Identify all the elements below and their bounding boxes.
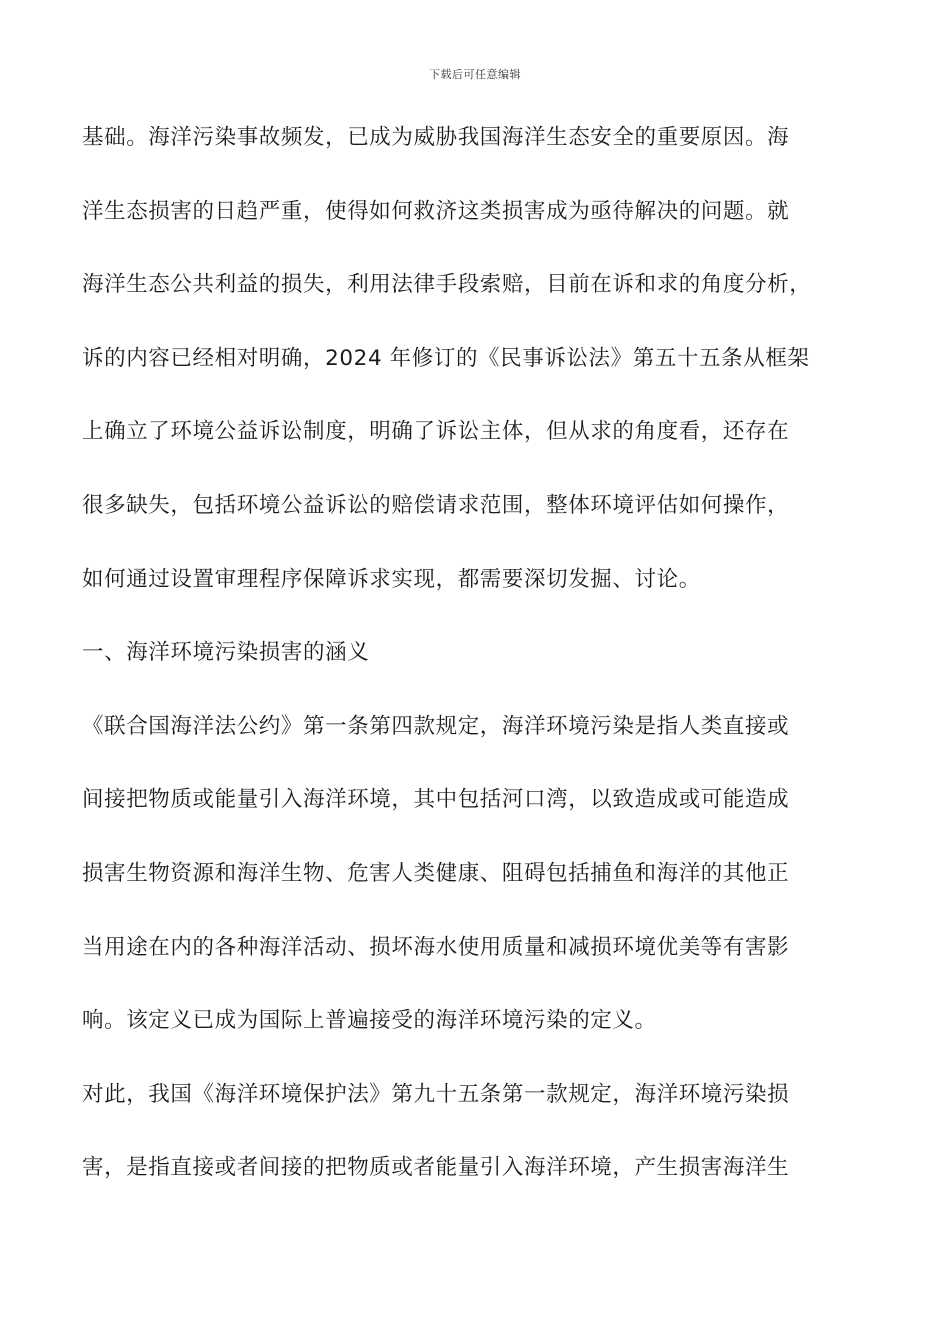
body-text: [82, 118, 882, 1222]
header-note: 下载后可任意编辑: [429, 68, 521, 81]
text-line: 害，是指直接或者间接的把物质或者能量引入海洋环境，产生损害海洋生: [82, 1155, 790, 1181]
text-line: 响。该定义已成为国际上普遍接受的海洋环境污染的定义。: [82, 1008, 657, 1034]
text-line: 如何通过设置审理程序保障诉求实现，都需要深切发掘、讨论。: [82, 566, 701, 592]
text-line: 对此，我国《海洋环境保护法》第九十五条第一款规定，海洋环境污染损: [82, 1081, 790, 1107]
text-line: 损害生物资源和海洋生物、危害人类健康、阻碍包括捕鱼和海洋的其他正: [82, 860, 790, 886]
text-line: 诉的内容已经相对明确，2024 年修订的《民事诉讼法》第五十五条从框架: [82, 345, 810, 371]
section-heading: 一、海洋环境污染损害的涵义: [82, 640, 370, 666]
text-line: 很多缺失，包括环境公益诉讼的赔偿请求范围，整体环境评估如何操作，: [82, 492, 790, 518]
text-line: 《联合国海洋法公约》第一条第四款规定，海洋环境污染是指人类直接或: [82, 713, 790, 739]
text-line: 间接把物质或能量引入海洋环境，其中包括河口湾，以致造成或可能造成: [82, 787, 790, 813]
text-line: 上确立了环境公益诉讼制度，明确了诉讼主体，但从求的角度看，还存在: [82, 419, 790, 445]
text-line: 海洋生态公共利益的损失，利用法律手段索赔，目前在诉和求的角度分析，: [82, 272, 812, 298]
text-line: 基础。海洋污染事故频发，已成为威胁我国海洋生态安全的重要原因。海: [82, 125, 790, 150]
text-line: 当用途在内的各种海洋活动、损坏海水使用质量和减损环境优美等有害影: [82, 934, 790, 960]
text-line: 洋生态损害的日趋严重，使得如何救济这类损害成为亟待解决的问题。就: [82, 198, 790, 224]
